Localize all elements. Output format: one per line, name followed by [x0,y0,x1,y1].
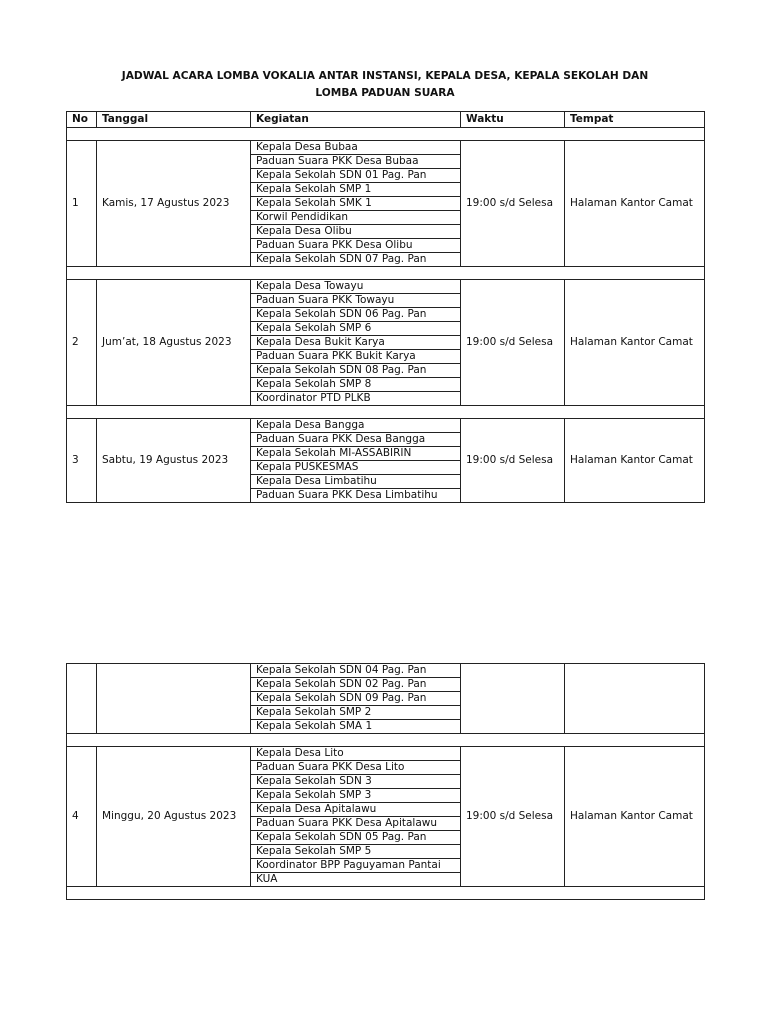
spacer-row [67,734,705,747]
activity-cell: Paduan Suara PKK Desa Bangga [251,433,461,447]
activity-cell: Kepala Sekolah SDN 06 Pag. Pan [251,308,461,322]
spacer-row [67,406,705,419]
time-cell: 19:00 s/d Selesa [461,141,565,267]
table-row [67,419,705,433]
activity-cell: Kepala Sekolah SDN 08 Pag. Pan [251,364,461,378]
day-number-cell: 3 [67,419,97,503]
venue-cell: Halaman Kantor Camat [565,141,705,267]
activity-cell: Kepala Sekolah SMP 6 [251,322,461,336]
title-line-1: JADWAL ACARA LOMBA VOKALIA ANTAR INSTANSI, KEPALA DESA, KEPALA SEKOLAH DAN [121,70,649,82]
activity-cell: Kepala Sekolah SDN 07 Pag. Pan [251,253,461,267]
table-row [67,280,705,294]
venue-cell [565,664,705,734]
header-row [67,112,705,128]
table-row [67,664,705,678]
activity-cell: Paduan Suara PKK Desa Olibu [251,239,461,253]
activity-cell: Kepala Sekolah SMP 8 [251,378,461,392]
activity-cell: Korwil Pendidikan [251,211,461,225]
activity-cell: Kepala Sekolah SMP 2 [251,706,461,720]
activity-cell: Paduan Suara PKK Desa Lito [251,761,461,775]
day-date-cell: Jum’at, 18 Agustus 2023 [97,280,251,406]
venue-cell: Halaman Kantor Camat [565,280,705,406]
day-date-cell: Minggu, 20 Agustus 2023 [97,747,251,887]
table-row [67,141,705,155]
day-date-cell [97,664,251,734]
activity-cell: Paduan Suara PKK Desa Bubaa [251,155,461,169]
activity-cell: Kepala Sekolah SMP 3 [251,789,461,803]
spacer-cell [67,734,705,747]
spacer-cell [67,887,705,900]
activity-cell: Kepala Desa Lito [251,747,461,761]
header-tempat: Tempat [565,112,705,128]
spacer-cell [67,128,705,141]
day-date-cell: Sabtu, 19 Agustus 2023 [97,419,251,503]
activity-cell: Kepala Desa Olibu [251,225,461,239]
time-cell: 19:00 s/d Selesa [461,747,565,887]
activity-cell: Kepala Desa Bubaa [251,141,461,155]
activity-cell: Kepala Desa Limbatihu [251,475,461,489]
header-tanggal: Tanggal [97,112,251,128]
activity-cell: Kepala Sekolah SDN 02 Pag. Pan [251,678,461,692]
header-waktu: Waktu [461,112,565,128]
header-no: No [67,112,97,128]
activity-cell: Kepala PUSKESMAS [251,461,461,475]
day-date-cell: Kamis, 17 Agustus 2023 [97,141,251,267]
activity-cell: Kepala Sekolah SDN 3 [251,775,461,789]
venue-cell: Halaman Kantor Camat [565,419,705,503]
activity-cell: Kepala Sekolah SDN 09 Pag. Pan [251,692,461,706]
activity-cell: Paduan Suara PKK Bukit Karya [251,350,461,364]
document-title [66,68,704,102]
activity-cell: Kepala Sekolah SMP 1 [251,183,461,197]
activity-cell: Kepala Sekolah SDN 01 Pag. Pan [251,169,461,183]
schedule-table-page-1 [66,111,705,503]
title-line-2: LOMBA PADUAN SUARA [315,87,455,99]
time-cell [461,664,565,734]
activity-cell: Paduan Suara PKK Desa Limbatihu [251,489,461,503]
activity-cell: Kepala Sekolah SMA 1 [251,720,461,734]
spacer-row [67,267,705,280]
day-number-cell: 2 [67,280,97,406]
spacer-row [67,887,705,900]
activity-cell: Kepala Desa Apitalawu [251,803,461,817]
activity-cell: Paduan Suara PKK Towayu [251,294,461,308]
activity-cell: Kepala Desa Bukit Karya [251,336,461,350]
spacer-cell [67,267,705,280]
spacer-row [67,128,705,141]
activity-cell: Kepala Sekolah SDN 04 Pag. Pan [251,664,461,678]
day-number-cell [67,664,97,734]
table-row [67,747,705,761]
header-kegiatan: Kegiatan [251,112,461,128]
spacer-cell [67,406,705,419]
activity-cell: Koordinator PTD PLKB [251,392,461,406]
activity-cell: Kepala Sekolah SDN 05 Pag. Pan [251,831,461,845]
activity-cell: Kepala Desa Towayu [251,280,461,294]
venue-cell: Halaman Kantor Camat [565,747,705,887]
activity-cell: Koordinator BPP Paguyaman Pantai [251,859,461,873]
day-number-cell: 1 [67,141,97,267]
activity-cell: Kepala Sekolah SMP 5 [251,845,461,859]
activity-cell: Kepala Desa Bangga [251,419,461,433]
activity-cell: Paduan Suara PKK Desa Apitalawu [251,817,461,831]
time-cell: 19:00 s/d Selesa [461,280,565,406]
activity-cell: KUA [251,873,461,887]
schedule-table-page-2 [66,663,705,900]
activity-cell: Kepala Sekolah SMK 1 [251,197,461,211]
time-cell: 19:00 s/d Selesa [461,419,565,503]
day-number-cell: 4 [67,747,97,887]
activity-cell: Kepala Sekolah MI-ASSABIRIN [251,447,461,461]
